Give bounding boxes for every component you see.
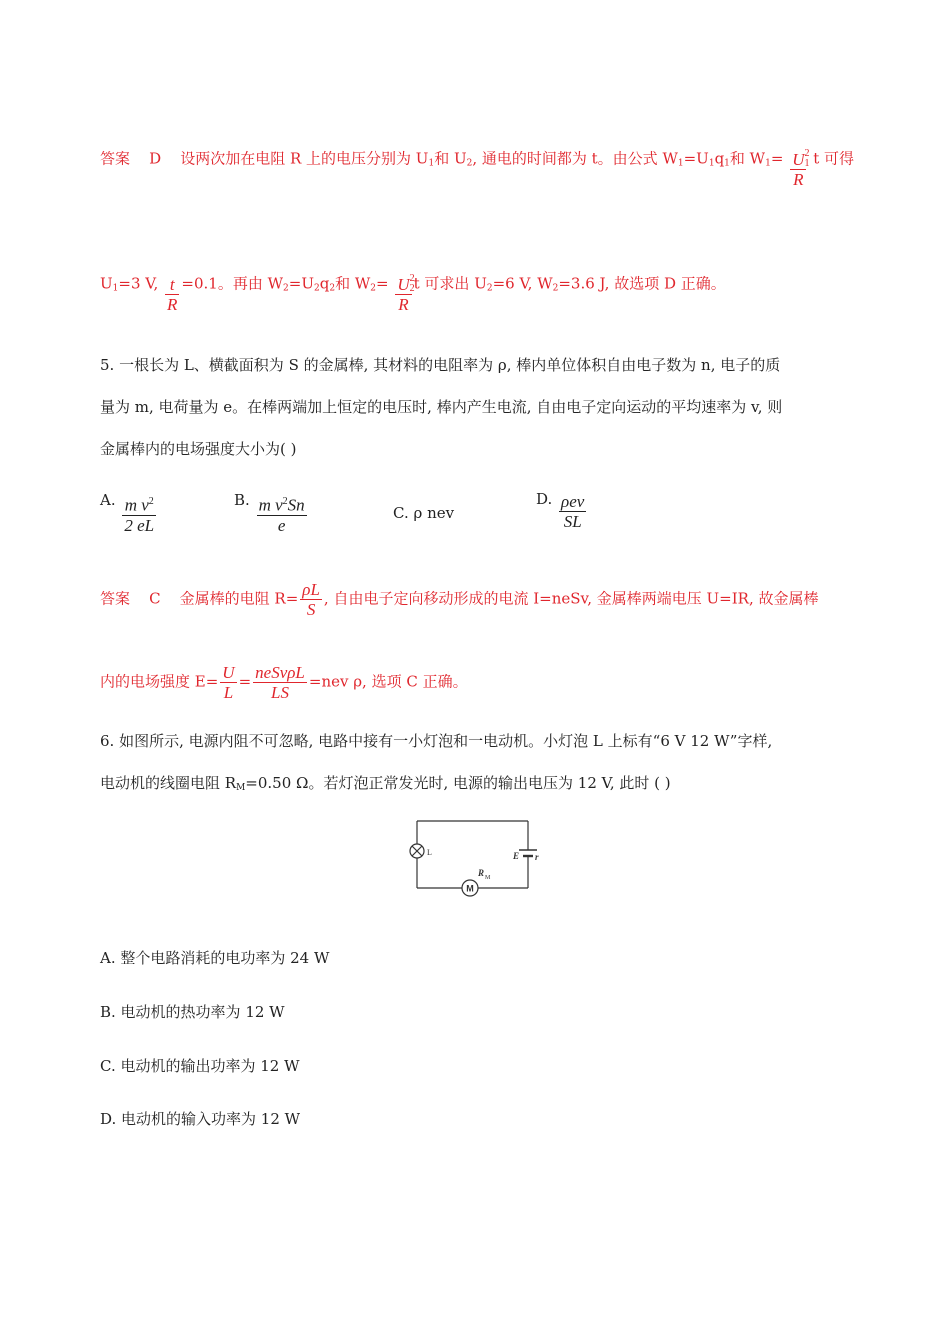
lamp-icon xyxy=(410,844,424,858)
q6-line1: 6. 如图所示, 电源内阻不可忽略, 电路中接有一小灯泡和一电动机。小灯泡 L 上标有“6 V 12 W”字样, xyxy=(100,732,773,750)
fraction-option-d: $\frac{\text{ρev}}{SL}$ xyxy=(561,492,585,531)
answer-label: 答案 xyxy=(100,589,131,608)
fraction-u1-squared-over-r: U 2 1 R xyxy=(792,148,810,189)
circuit-diagram xyxy=(405,815,545,905)
q5-option-a[interactable]: A. $\frac{m v^2}{2 eL}$ xyxy=(100,491,155,535)
fraction-u-over-l: $\frac{U}{L}$ xyxy=(222,663,235,702)
source-label: E xyxy=(513,851,520,861)
resistor-label: R xyxy=(478,868,485,878)
answer5-line2: 内的电场强度 E= $\frac{U}{L}$ = $\frac{\text{neSvρL}}{LS}$ =nev ρ, 选项 C 正确。 xyxy=(100,663,468,702)
svg-text:M: M xyxy=(466,883,474,894)
q6-line2: 电动机的线圈电阻 RM=0.50 Ω。若灯泡正常发光时, 电源的输出电压为 12 V, 此时 ( ) xyxy=(100,774,671,793)
q6-option-a[interactable]: A. 整个电路消耗的电功率为 24 W xyxy=(100,949,330,967)
q6-option-d[interactable]: D. 电动机的输入功率为 12 W xyxy=(100,1110,301,1128)
answer5-line1: 答案 C 金属棒的电阻 R= $\frac{\rho L}{S}$ , 自由电子定向移动形成的电流 I=neSv, 金属棒两端电压 U=IR, 故金属棒 xyxy=(100,580,819,619)
answer-letter: C xyxy=(149,589,161,608)
internal-resistance-label: r xyxy=(535,852,539,862)
q5-line2: 量为 m, 电荷量为 e。在棒两端加上恒定的电压时, 棒内产生电流, 自由电子定向运动的平均速率为 v, 则 xyxy=(100,398,783,416)
answer4-line1: 答案 D 设两次加在电阻 R 上的电压分别为 U1和 U2, 通电的时间都为 t。由公式 W1=U1q1和 W1= U 2 1 R t 可得 xyxy=(100,148,855,189)
q6-option-c[interactable]: C. 电动机的输出功率为 12 W xyxy=(100,1057,300,1075)
q5-option-d[interactable]: D. $\frac{\text{ρev}}{SL}$ xyxy=(536,489,585,531)
q5-line3: 金属棒内的电场强度大小为( ) xyxy=(100,440,297,458)
resistor-subscript: M xyxy=(485,875,491,881)
q5-line1: 5. 一根长为 L、横截面积为 S 的金属棒, 其材料的电阻率为 ρ, 棒内单位体积自由电子数为 n, 电子的质 xyxy=(100,356,781,374)
answer-label: 答案 xyxy=(100,149,131,168)
fraction-option-a: $\frac{m v^2}{2 eL}$ xyxy=(124,495,155,535)
fraction-u2-squared-over-r: U 2 2 R xyxy=(397,273,415,314)
q6-option-b[interactable]: B. 电动机的热功率为 12 W xyxy=(100,1003,285,1021)
motor-icon xyxy=(462,880,478,896)
q5-option-b[interactable]: B. $\frac{m v^2Sn}{e}$ xyxy=(234,491,305,535)
answer4-line2: U1=3 V, $\frac{t}{R}$ =0.1。再由 W2=U2q2和 W2= U 2 2 R t 可求出 U2=6 V, W2=3.6 J, 故选项 D 正确。 xyxy=(100,273,726,314)
lamp-label: L xyxy=(427,848,432,857)
fraction-rho-l-over-s: $\frac{\rho L}{S}$ xyxy=(302,580,320,619)
q5-option-c[interactable]: C. ρ nev xyxy=(393,504,455,522)
answer-letter: D xyxy=(149,149,162,168)
fraction-nesvrhol-over-ls: $\frac{\text{neSvρL}}{LS}$ xyxy=(255,663,305,702)
fraction-t-over-r: $\frac{t}{R}$ xyxy=(167,275,178,314)
fraction-option-b: $\frac{m v^2Sn}{e}$ xyxy=(258,495,305,535)
